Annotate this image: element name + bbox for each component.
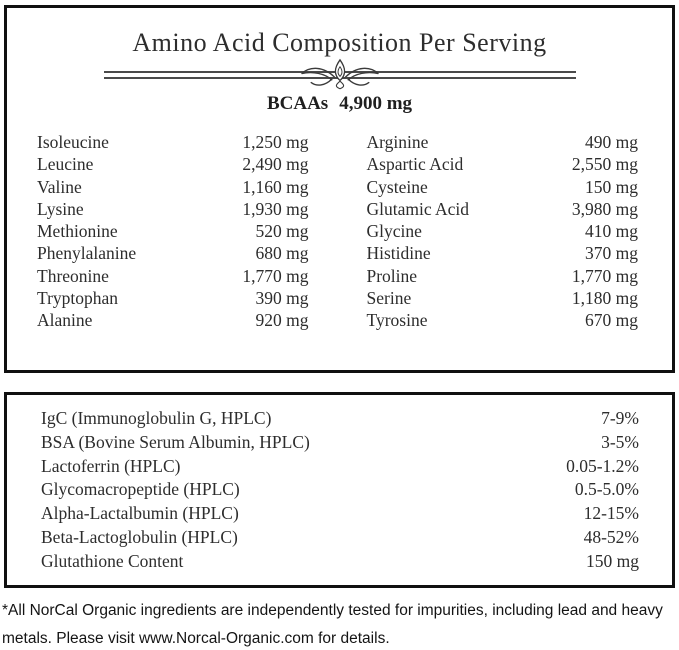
amino-value: 3,980 mg	[571, 198, 638, 219]
amino-row	[367, 131, 639, 153]
fraction-value: 3-5%	[601, 431, 639, 452]
amino-name: Glycine	[366, 221, 422, 242]
amino-acid-table	[37, 131, 638, 332]
amino-row	[367, 242, 639, 264]
fraction-row	[41, 502, 639, 526]
amino-acid-panel	[4, 5, 675, 373]
fraction-value: 48-52%	[583, 526, 639, 547]
amino-name: Tryptophan	[37, 288, 119, 309]
footnote: *All NorCal Organic ingredients are independently tested for impurities, including lead and heavy metals. Please visit www.Norcal-Organic.com for details.	[2, 602, 663, 647]
amino-name: Arginine	[366, 132, 429, 152]
amino-value: 2,550 mg	[571, 154, 638, 175]
fraction-name: IgC (Immunoglobulin G, HPLC)	[41, 408, 272, 428]
amino-name: Valine	[37, 176, 82, 197]
fraction-name: Beta-Lactoglobulin (HPLC)	[41, 526, 238, 547]
amino-value: 680 mg	[255, 243, 309, 264]
amino-row	[37, 242, 309, 264]
amino-row	[367, 153, 639, 175]
amino-name: Phenylalanine	[37, 243, 137, 264]
amino-row	[367, 309, 639, 331]
amino-value: 390 mg	[255, 288, 309, 309]
amino-name: Proline	[366, 265, 418, 286]
amino-value: 2,490 mg	[242, 154, 309, 175]
amino-name: Aspartic Acid	[366, 154, 464, 175]
amino-value: 520 mg	[255, 221, 309, 242]
amino-row	[37, 309, 309, 331]
fraction-value: 7-9%	[601, 408, 639, 428]
amino-acid-column-left	[37, 131, 309, 332]
amino-row	[37, 198, 309, 220]
amino-acid-column-right	[367, 131, 639, 332]
amino-name: Isoleucine	[37, 132, 109, 152]
fraction-value: 0.05-1.2%	[566, 455, 639, 476]
amino-value: 410 mg	[585, 221, 638, 242]
amino-name: Histidine	[366, 243, 431, 264]
amino-name: Tyrosine	[366, 310, 428, 331]
amino-row	[367, 198, 639, 220]
fraction-row	[41, 526, 639, 550]
fraction-value: 12-15%	[583, 503, 639, 524]
fraction-row	[41, 455, 639, 479]
amino-name: Glutamic Acid	[366, 198, 470, 219]
amino-name: Leucine	[37, 154, 94, 175]
amino-row	[367, 176, 639, 198]
amino-row	[37, 153, 309, 175]
fraction-row	[41, 431, 639, 455]
amino-name: Alanine	[37, 310, 93, 331]
amino-name: Lysine	[37, 198, 84, 219]
fleur-de-lis-ornament-icon	[292, 57, 388, 91]
amino-name: Serine	[366, 288, 412, 309]
amino-value: 670 mg	[585, 310, 638, 331]
amino-value: 1,250 mg	[242, 132, 309, 152]
fraction-name: BSA (Bovine Serum Albumin, HPLC)	[41, 431, 310, 452]
amino-row	[37, 176, 309, 198]
bcaas-label: BCAAs	[266, 93, 329, 114]
bcaas-value: 4,900 mg	[339, 93, 413, 114]
fraction-row	[41, 550, 639, 574]
panel-title: Amino Acid Composition Per Serving	[132, 28, 547, 57]
decorative-divider	[104, 71, 576, 79]
amino-row	[37, 265, 309, 287]
fraction-row	[41, 407, 639, 431]
amino-value: 1,930 mg	[242, 198, 309, 219]
amino-value: 150 mg	[585, 176, 638, 197]
amino-value: 1,770 mg	[571, 265, 638, 286]
amino-value: 1,160 mg	[242, 176, 309, 197]
amino-name: Cysteine	[366, 176, 428, 197]
amino-row	[367, 220, 639, 242]
amino-value: 370 mg	[585, 243, 638, 264]
fraction-row	[41, 478, 639, 502]
amino-row	[367, 287, 639, 309]
amino-value: 490 mg	[585, 132, 638, 152]
amino-row	[37, 287, 309, 309]
amino-value: 1,180 mg	[571, 288, 638, 309]
fraction-name: Glutathione Content	[41, 550, 184, 571]
amino-name: Threonine	[37, 265, 109, 286]
amino-row	[367, 265, 639, 287]
amino-value: 920 mg	[255, 310, 309, 331]
fraction-value: 0.5-5.0%	[574, 479, 639, 500]
amino-value: 1,770 mg	[242, 265, 309, 286]
amino-name: Methionine	[37, 221, 118, 242]
bcaas-total	[7, 93, 672, 115]
fraction-value: 150 mg	[586, 550, 639, 571]
protein-fraction-panel	[4, 392, 675, 588]
amino-row	[37, 131, 309, 153]
fraction-name: Alpha-Lactalbumin (HPLC)	[41, 503, 239, 524]
fraction-name: Glycomacropeptide (HPLC)	[41, 479, 240, 500]
amino-row	[37, 220, 309, 242]
fraction-name: Lactoferrin (HPLC)	[41, 455, 181, 476]
